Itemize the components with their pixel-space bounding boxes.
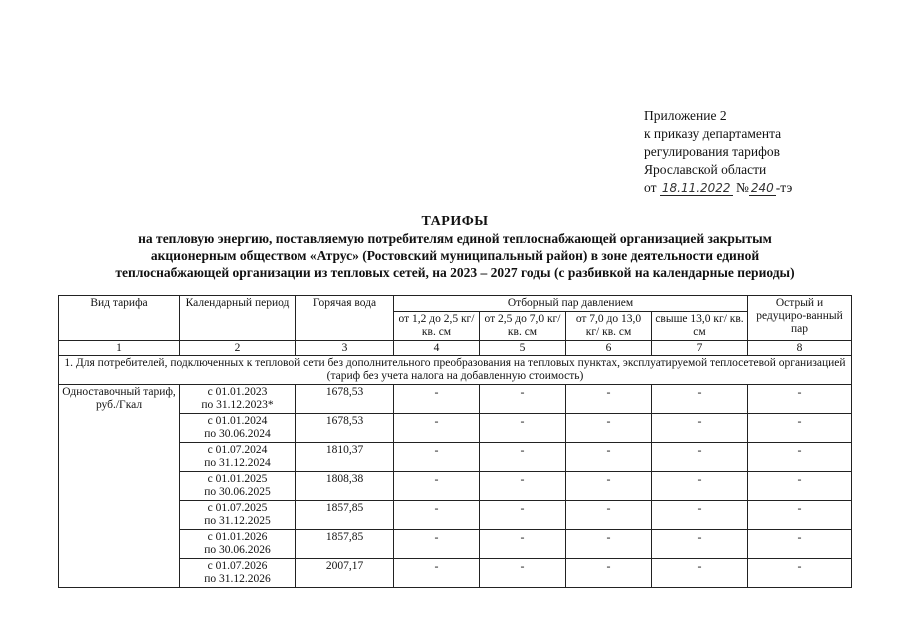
steam-2-value: - (480, 443, 566, 472)
header-tariff-type: Вид тарифа (59, 296, 180, 341)
steam-2-value: - (480, 501, 566, 530)
steam-4-value: - (652, 472, 748, 501)
hot-water-value: 1678,53 (296, 385, 394, 414)
sharp-steam-value: - (748, 443, 852, 472)
steam-3-value: - (566, 472, 652, 501)
column-number: 6 (566, 341, 652, 356)
tariff-table (58, 295, 852, 588)
period-to: по 30.06.2025 (204, 486, 271, 498)
table-row (59, 385, 852, 414)
period-cell (180, 559, 296, 588)
appendix-line: к приказу департамента (644, 126, 782, 141)
order-date: 18.11.2022 (661, 181, 731, 195)
steam-4-value: - (652, 414, 748, 443)
period-cell (180, 530, 296, 559)
period-cell (180, 385, 296, 414)
header-steam: Отборный пар давлением (394, 296, 748, 312)
column-number: 2 (180, 341, 296, 356)
header-steam-4: свыше 13,0 кг/ кв. см (652, 312, 748, 341)
column-number: 5 (480, 341, 566, 356)
period-from: с 01.01.2023 (207, 386, 268, 398)
hot-water-value: 1857,85 (296, 530, 394, 559)
section-row (59, 356, 852, 385)
steam-1-value: - (394, 472, 480, 501)
sharp-steam-value: - (748, 530, 852, 559)
period-from: с 01.01.2026 (207, 531, 268, 543)
hot-water-value: 1810,37 (296, 443, 394, 472)
column-number: 7 (652, 341, 748, 356)
sharp-steam-value: - (748, 385, 852, 414)
header-hot-water: Горячая вода (296, 296, 394, 341)
document-title (60, 213, 850, 281)
steam-2-value: - (480, 559, 566, 588)
header-sharp-steam: Острый и редуциро-ванный пар (748, 296, 852, 341)
period-to: по 31.12.2024 (204, 457, 271, 469)
steam-1-value: - (394, 530, 480, 559)
appendix-line: регулирования тарифов (644, 144, 781, 159)
title-line: акционерным обществом «Атрус» (Ростовский муниципальный район) в зоне деятельности единой (150, 248, 760, 263)
column-number: 4 (394, 341, 480, 356)
order-number: 240 (750, 181, 774, 195)
appendix-block (644, 107, 792, 197)
steam-1-value: - (394, 501, 480, 530)
period-to: по 31.12.2026 (204, 573, 271, 585)
steam-3-value: - (566, 414, 652, 443)
period-cell (180, 443, 296, 472)
period-to: по 30.06.2024 (204, 428, 271, 440)
period-cell (180, 472, 296, 501)
steam-4-value: - (652, 385, 748, 414)
appendix-line: Ярославской области (644, 162, 767, 177)
period-from: с 01.07.2025 (207, 502, 268, 514)
title-line: на тепловую энергию, поставляемую потребителям единой теплоснабжающей организацией закрытым (138, 231, 772, 246)
tariff-name: Одноставочный тариф, руб./Гкал (59, 385, 180, 588)
sharp-steam-value: - (748, 414, 852, 443)
steam-1-value: - (394, 414, 480, 443)
hot-water-value: 2007,17 (296, 559, 394, 588)
header-steam-2: от 2,5 до 7,0 кг/ кв. см (480, 312, 566, 341)
title-line: теплоснабжающей организации из тепловых сетей, на 2023 – 2027 годы (с разбивкой на календарные периоды) (115, 265, 795, 280)
order-reference (644, 179, 792, 197)
header-period: Календарный период (180, 296, 296, 341)
steam-2-value: - (480, 530, 566, 559)
steam-3-value: - (566, 559, 652, 588)
column-number: 8 (748, 341, 852, 356)
steam-2-value: - (480, 472, 566, 501)
steam-4-value: - (652, 443, 748, 472)
steam-3-value: - (566, 443, 652, 472)
period-from: с 01.07.2024 (207, 444, 268, 456)
appendix-title: Приложение 2 (644, 108, 727, 123)
steam-3-value: - (566, 385, 652, 414)
order-suffix: -тэ (775, 180, 793, 195)
order-prefix: от (644, 180, 657, 195)
steam-1-value: - (394, 443, 480, 472)
steam-2-value: - (480, 385, 566, 414)
period-from: с 01.01.2024 (207, 415, 268, 427)
hot-water-value: 1678,53 (296, 414, 394, 443)
period-to: по 30.06.2026 (204, 544, 271, 556)
hot-water-value: 1857,85 (296, 501, 394, 530)
header-steam-3: от 7,0 до 13,0 кг/ кв. см (566, 312, 652, 341)
steam-1-value: - (394, 385, 480, 414)
column-number-row (59, 341, 852, 356)
period-from: с 01.07.2026 (207, 560, 268, 572)
period-to: по 31.12.2023* (201, 399, 274, 411)
sharp-steam-value: - (748, 501, 852, 530)
period-from: с 01.01.2025 (207, 473, 268, 485)
sharp-steam-value: - (748, 472, 852, 501)
steam-3-value: - (566, 501, 652, 530)
steam-4-value: - (652, 530, 748, 559)
order-number-sign: № (735, 180, 749, 195)
column-number: 3 (296, 341, 394, 356)
steam-1-value: - (394, 559, 480, 588)
column-number: 1 (59, 341, 180, 356)
steam-4-value: - (652, 559, 748, 588)
period-to: по 31.12.2025 (204, 515, 271, 527)
steam-3-value: - (566, 530, 652, 559)
title-main: ТАРИФЫ (421, 214, 489, 229)
steam-4-value: - (652, 501, 748, 530)
section-heading: 1. Для потребителей, подключенных к тепловой сети без дополнительного преобразования на тепловых пунктах, эксплуатируемой теплосетевой организацией (тариф без учета налога на добавленную стоимость) (59, 356, 852, 385)
header-steam-1: от 1,2 до 2,5 кг/ кв. см (394, 312, 480, 341)
header-row (59, 296, 852, 312)
steam-2-value: - (480, 414, 566, 443)
period-cell (180, 414, 296, 443)
hot-water-value: 1808,38 (296, 472, 394, 501)
sharp-steam-value: - (748, 559, 852, 588)
period-cell (180, 501, 296, 530)
